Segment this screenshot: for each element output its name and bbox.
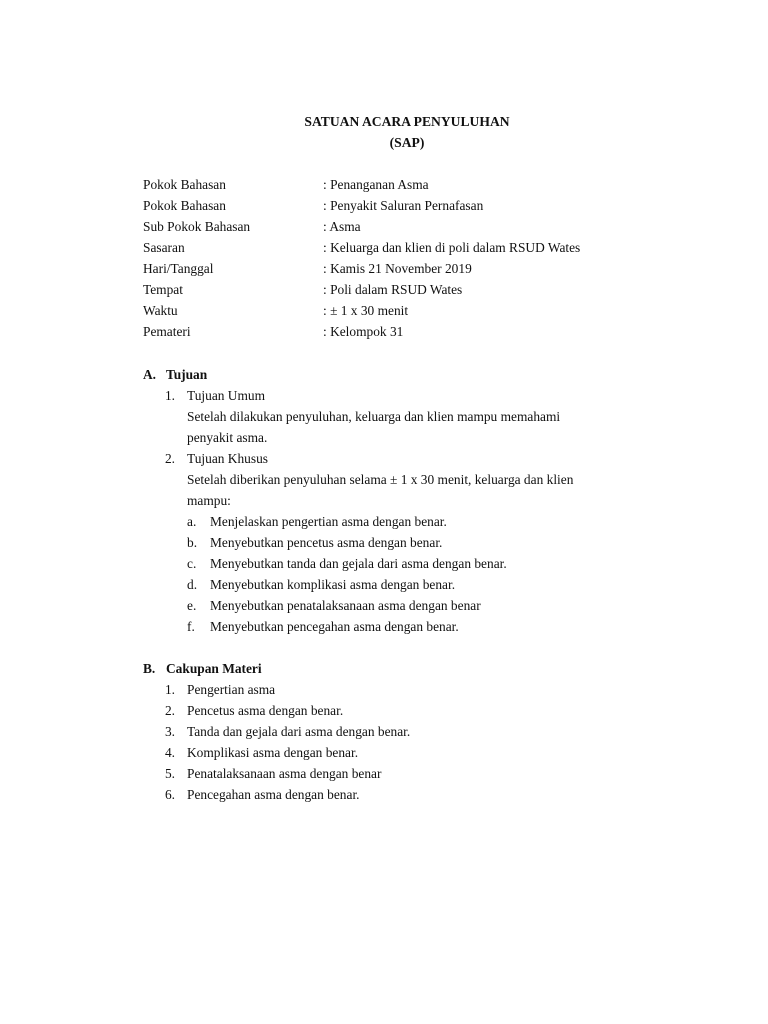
- section-letter: A.: [143, 367, 157, 382]
- info-value: : Penyakit Saluran Pernafasan: [323, 198, 484, 213]
- sub-item-letter: d.: [187, 577, 198, 592]
- section-heading-text: Cakupan Materi: [166, 661, 262, 676]
- info-value: : Penanganan Asma: [323, 177, 429, 192]
- sub-item-letter: a.: [187, 514, 197, 529]
- info-label: Pokok Bahasan: [143, 198, 226, 213]
- section-letter: B.: [143, 661, 156, 676]
- sub-item-text: Menjelaskan pengertian asma dengan benar.: [210, 514, 447, 529]
- list-item-text: Penatalaksanaan asma dengan benar: [187, 766, 382, 781]
- sub-item-text: Menyebutkan komplikasi asma dengan benar.: [210, 577, 456, 592]
- list-number: 5.: [164, 766, 175, 781]
- sub-item-letter: c.: [187, 556, 197, 571]
- list-item-text: Pengertian asma: [187, 682, 276, 697]
- info-value: : Poli dalam RSUD Wates: [323, 282, 463, 297]
- list-item-title: Tujuan Khusus: [187, 451, 268, 466]
- info-label: Waktu: [143, 303, 178, 318]
- sub-item-letter: e.: [187, 598, 197, 613]
- document-subtitle: (SAP): [389, 135, 425, 150]
- sub-item-text: Menyebutkan tanda dan gejala dari asma dengan benar.: [210, 556, 507, 571]
- info-value: : Keluarga dan klien di poli dalam RSUD Wates: [323, 240, 581, 255]
- sub-item-text: Menyebutkan pencetus asma dengan benar.: [210, 535, 443, 550]
- list-number: 6.: [164, 787, 175, 802]
- sub-item-letter: b.: [187, 535, 198, 550]
- paragraph-line: Setelah dilakukan penyuluhan, keluarga dan klien mampu memahami: [187, 409, 561, 424]
- section-heading-cakupan-materi: [143, 661, 262, 677]
- list-item-text: Komplikasi asma dengan benar.: [187, 745, 359, 760]
- info-label: Tempat: [143, 282, 183, 297]
- paragraph-tujuan-umum: [187, 406, 661, 448]
- info-value: : ± 1 x 30 menit: [323, 303, 409, 318]
- list-number: 1.: [164, 682, 175, 697]
- info-label: Sasaran: [143, 240, 185, 255]
- list-item-text: Pencetus asma dengan benar.: [187, 703, 344, 718]
- list-number: 3.: [164, 724, 175, 739]
- paragraph-tujuan-khusus: [187, 469, 661, 511]
- info-value: : Kelompok 31: [323, 324, 404, 339]
- info-value: : Asma: [323, 219, 361, 234]
- paragraph-line: mampu:: [187, 493, 231, 508]
- paragraph-line: Setelah diberikan penyuluhan selama ± 1 x 30 menit, keluarga dan klien: [187, 472, 574, 487]
- list-item-text: Tanda dan gejala dari asma dengan benar.: [187, 724, 411, 739]
- section-heading-text: Tujuan: [166, 367, 208, 382]
- document-title: SATUAN ACARA PENYULUHAN: [304, 114, 510, 129]
- info-label: Pemateri: [143, 324, 191, 339]
- sub-item-text: Menyebutkan pencegahan asma dengan benar.: [210, 619, 459, 634]
- section-heading-tujuan: [143, 367, 207, 383]
- list-item-title: Tujuan Umum: [187, 388, 266, 403]
- info-label: Hari/Tanggal: [143, 261, 214, 276]
- list-number: 1.: [164, 388, 175, 403]
- list-number: 4.: [164, 745, 175, 760]
- info-value: : Kamis 21 November 2019: [323, 261, 472, 276]
- info-label: Pokok Bahasan: [143, 177, 226, 192]
- sub-item-letter: f.: [187, 619, 195, 634]
- list-item-text: Pencegahan asma dengan benar.: [187, 787, 360, 802]
- list-number: 2.: [164, 703, 175, 718]
- list-number: 2.: [164, 451, 175, 466]
- sub-item-text: Menyebutkan penatalaksanaan asma dengan benar: [210, 598, 481, 613]
- info-label: Sub Pokok Bahasan: [143, 219, 251, 234]
- paragraph-line: penyakit asma.: [187, 430, 268, 445]
